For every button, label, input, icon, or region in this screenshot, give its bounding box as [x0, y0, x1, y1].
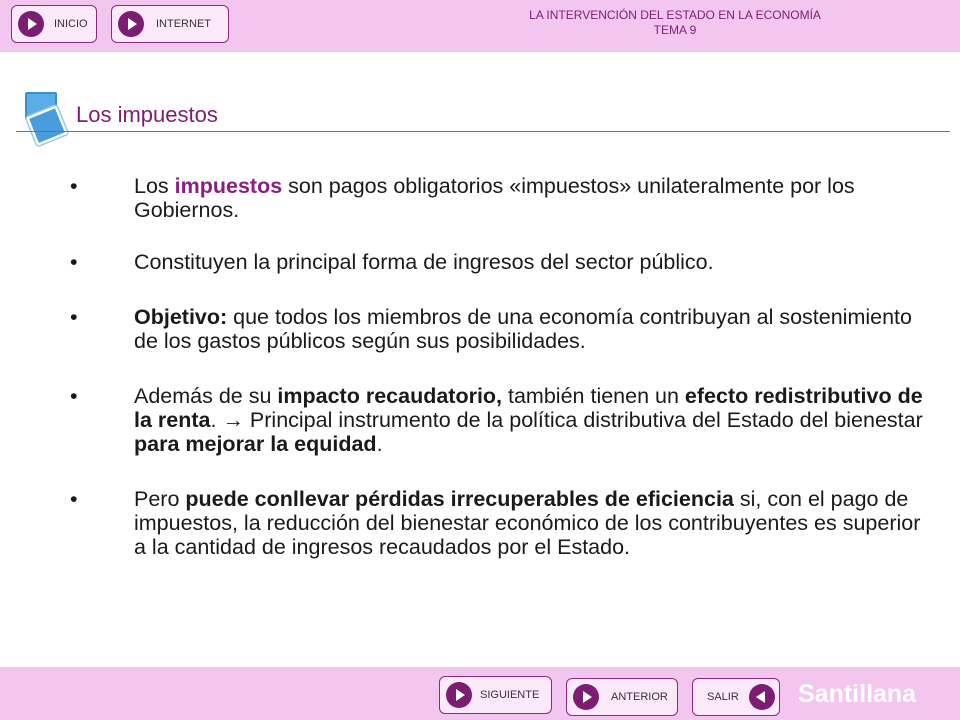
text-span: Principal instrumento de la política distributiva del Estado del bienestar [243, 408, 923, 432]
play-right-icon [573, 684, 599, 710]
text-span: Además de su [134, 384, 278, 408]
text-span: también tienen un [502, 384, 685, 408]
bullet-item [70, 174, 930, 222]
play-right-icon [446, 682, 472, 708]
page-title: Los impuestos [76, 102, 218, 127]
bullet-item [70, 305, 930, 353]
siguiente-label: SIGUIENTE [480, 689, 540, 701]
text-span: . [210, 408, 223, 432]
bold-span: para mejorar la equidad [134, 432, 377, 456]
course-unit: TEMA 9 [653, 23, 697, 37]
objetivo-label: Objetivo: [134, 305, 228, 329]
siguiente-button[interactable] [439, 676, 552, 714]
text-span: son pagos obligatorios «impuestos» unilateralmente por los Gobiernos. [134, 174, 855, 222]
inicio-label: INICIO [54, 18, 88, 30]
bullet-item [70, 250, 930, 274]
text-span: si, con el pago de impuestos, la reducción del bienestar económico de los contribuyentes es superior a la cantidad de ingresos recaudados por el Estado. [134, 487, 921, 559]
salir-label: SALIR [707, 691, 739, 703]
brand-logo: Santillana [798, 680, 917, 708]
title-divider [16, 131, 950, 132]
text-span: Los [134, 174, 175, 198]
arrow-right-icon: → [222, 408, 244, 432]
text-span: . [376, 432, 383, 456]
bullet-dot: • [70, 305, 78, 329]
bold-span: impacto recaudatorio, [277, 384, 503, 408]
text-span: que todos los miembros de una economía contribuyan al sostenimiento de los gastos públicos según sus posibilidades. [134, 305, 912, 353]
text-span: Pero [134, 487, 186, 511]
course-title: LA INTERVENCIÓN DEL ESTADO EN LA ECONOMÍA [529, 8, 821, 22]
bullet-dot: • [70, 487, 78, 511]
play-right-icon [18, 11, 44, 37]
bold-span: puede conllevar pérdidas irrecuperables de eficiencia [185, 487, 734, 511]
slides-icon [18, 88, 74, 158]
internet-label: INTERNET [156, 18, 211, 30]
bullet-dot: • [70, 384, 78, 408]
bold-span: efecto redistributivo de la renta [134, 384, 923, 432]
bullet-item [70, 487, 930, 559]
course-header [440, 8, 910, 38]
term-impuestos: impuestos [174, 174, 283, 198]
bullet-dot: • [70, 250, 78, 274]
bullet-item [70, 384, 930, 456]
anterior-label: ANTERIOR [611, 691, 668, 703]
play-left-icon [749, 684, 775, 710]
inicio-button[interactable] [11, 5, 97, 43]
bullet-dot: • [70, 174, 78, 198]
anterior-button[interactable] [566, 678, 678, 716]
play-right-icon [118, 11, 144, 37]
salir-button[interactable] [692, 678, 780, 716]
internet-button[interactable] [111, 5, 229, 43]
text-span: Constituyen la principal forma de ingresos del sector público. [134, 250, 714, 274]
bullet-list [70, 174, 930, 559]
